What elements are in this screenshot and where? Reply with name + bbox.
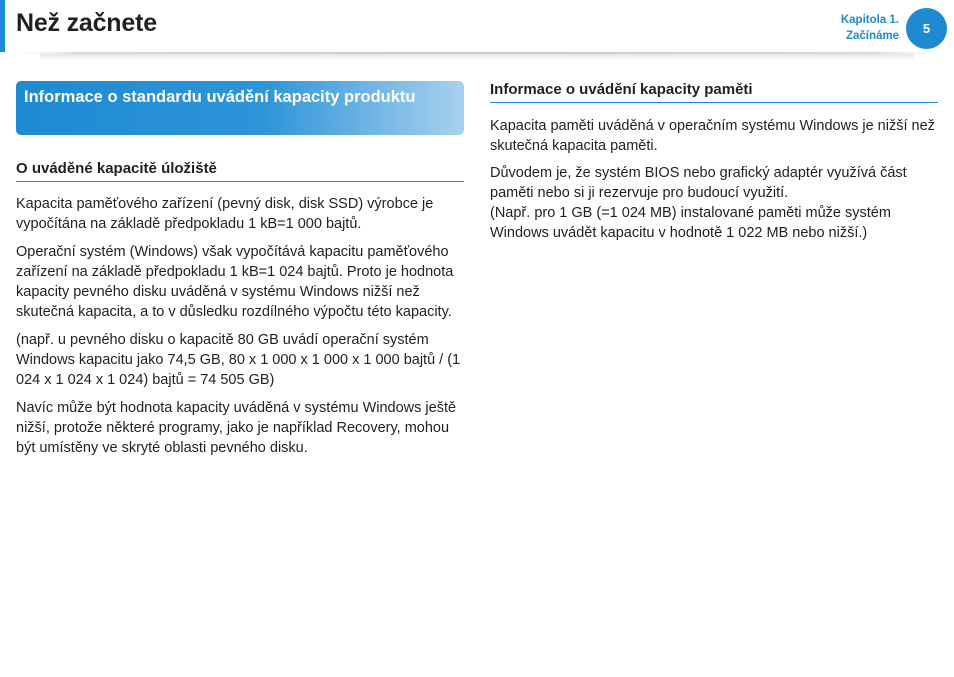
page-number-badge: 5 [906,8,947,49]
paragraph: Důvodem je, že systém BIOS nebo grafický adaptér využívá část paměti nebo si ji rezervuje pro budoucí využití. (Např. pro 1 GB (=1 024 MB) instalované paměti může systém Windows uvádět kapacitu v hodnotě 1 022 MB nebo nižší.) [490,165,907,241]
header-accent-bar [0,0,5,52]
page-title: Než začnete [16,9,157,37]
paragraph: (např. u pevného disku o kapacitě 80 GB uvádí operační systém Windows kapacitu jako 74,5 GB, 80 x 1 000 x 1 000 x 1 000 bajtů / (1 024 x 1 024 x 1 024) bajtů = 74 505 GB) [16,332,461,388]
paragraph: Kapacita paměťového zařízení (pevný disk, disk SSD) výrobce je vypočítána na základě předpokladu 1 kB=1 000 bajtů. [16,196,434,232]
right-column [490,81,938,243]
memory-capacity-heading: Informace o uvádění kapacity paměti [490,81,938,103]
chapter-number: Kapitola 1. [840,14,899,26]
storage-capacity-heading: O uváděné kapacitě úložiště [16,160,464,182]
paragraph: Operační systém (Windows) však vypočítává kapacitu paměťového zařízení na základě předpokladu 1 kB=1 024 bajtů. Proto je hodnota kapacity pevného disku uváděná v systému Windows nižší než skutečná kapacita, a to v důsledku rozdílného výpočtu této kapacity. [16,244,454,320]
left-column [16,81,464,458]
header-divider [0,52,954,60]
chapter-name: Začínáme [845,30,899,42]
chapter-label [841,12,899,44]
section-banner: Informace o standardu uvádění kapacity produktu [16,81,464,135]
paragraph: Kapacita paměti uváděná v operačním systému Windows je nižší než skutečná kapacita paměti. [490,118,935,154]
paragraph: Navíc může být hodnota kapacity uváděná v systému Windows ještě nižší, protože některé programy, jako je například Recovery, mohou být umístěny ve skryté oblasti pevného disku. [16,400,457,456]
